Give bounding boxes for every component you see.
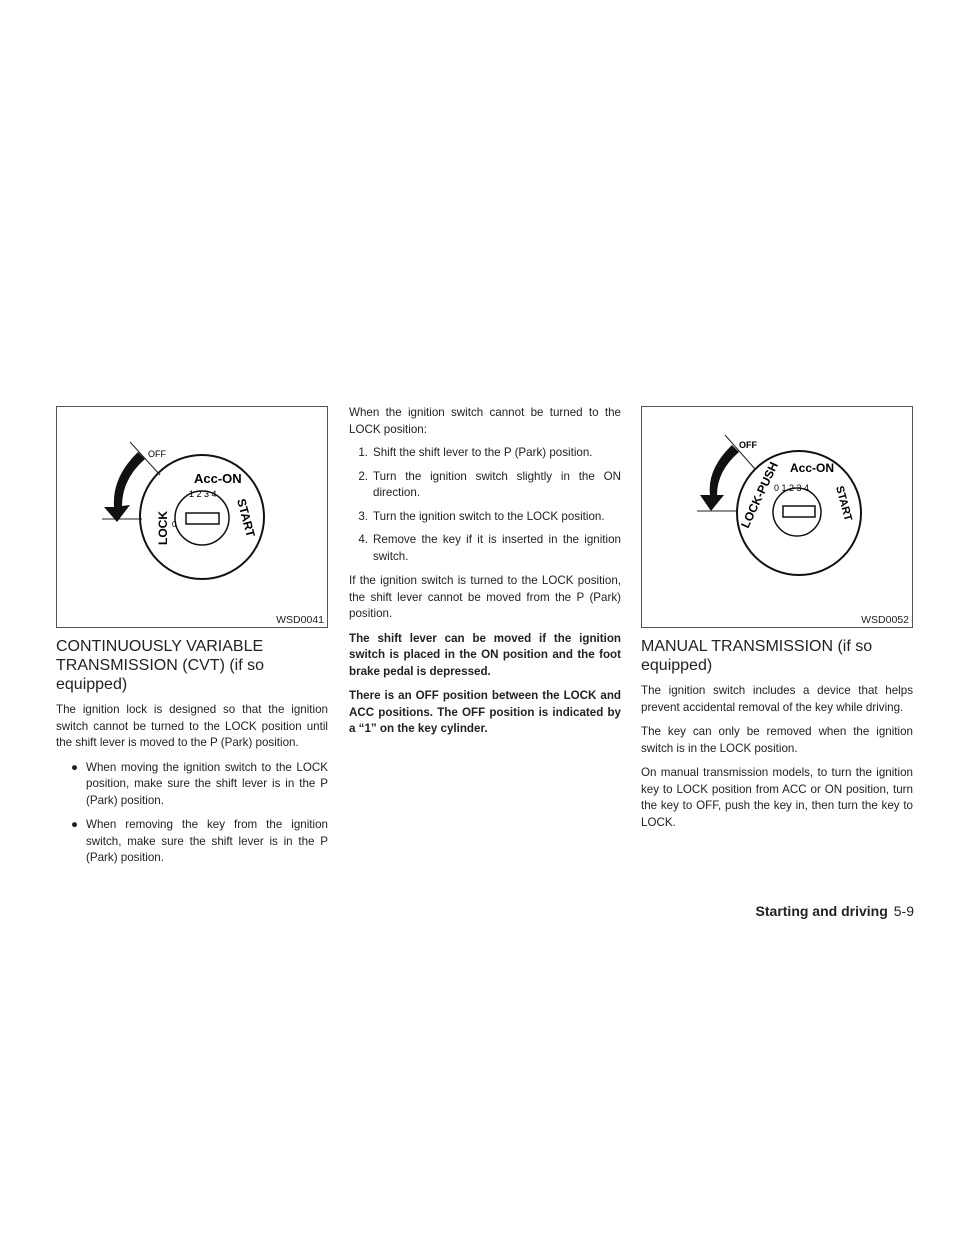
- manual-para-3: On manual transmission models, to turn the ignition key to LOCK position from ACC or ON position, turn the key to OFF, push the key in, then turn the key to LOCK.: [641, 766, 913, 829]
- off-label: OFF: [739, 440, 757, 450]
- figure-id: WSD0041: [276, 614, 324, 626]
- svg-text:Acc-ON: Acc-ON: [194, 471, 242, 486]
- svg-text:LOCK-PUSH: LOCK-PUSH: [738, 459, 781, 531]
- ignition-switch-manual-illustration: [642, 407, 912, 627]
- list-item: 3. Turn the ignition switch to the LOCK position.: [358, 509, 605, 523]
- svg-text:START: START: [234, 497, 258, 539]
- bullet-icon: ●: [70, 818, 78, 831]
- svg-text:1 2 3 4: 1 2 3 4: [189, 489, 217, 499]
- ignition-manual-figure: [641, 406, 913, 628]
- ignition-cvt-figure: [56, 406, 328, 628]
- left-column: [56, 406, 328, 867]
- page-footer: [756, 903, 914, 919]
- ignition-switch-cvt-illustration: [57, 407, 327, 627]
- figure-id: WSD0052: [861, 614, 909, 626]
- svg-text:0 1 2 3 4: 0 1 2 3 4: [774, 483, 810, 493]
- cvt-intro: The ignition lock is designed so that the ignition switch cannot be turned to the LOCK position until the shift lever is moved to the P (Park) position.: [56, 703, 328, 749]
- svg-text:START: START: [833, 484, 854, 523]
- list-item: 2. Turn the ignition switch slightly in the ON direction.: [358, 469, 621, 499]
- list-item: ● When moving the ignition switch to the LOCK position, make sure the shift lever is in the P (Park) position.: [56, 760, 328, 810]
- bold-note-1: The shift lever can be moved if the ignition switch is placed in the ON position and the foot brake pedal is depressed.: [349, 631, 621, 678]
- page-number: 5-9: [893, 903, 914, 919]
- svg-text:LOCK: LOCK: [156, 511, 170, 545]
- manual-para-2: The key can only be removed when the ignition switch is in the LOCK position.: [641, 725, 913, 755]
- right-column: [641, 406, 913, 831]
- manual-para-1: The ignition switch includes a device that helps prevent accidental removal of the key while driving.: [641, 684, 913, 714]
- lock-para: If the ignition switch is turned to the LOCK position, the shift lever cannot be moved from the P (Park) position.: [349, 574, 621, 620]
- middle-intro: When the ignition switch cannot be turned to the LOCK position:: [349, 406, 621, 436]
- section-heading-cvt: CONTINUOUSLY VARIABLE TRANSMISSION (CVT) (if so equipped): [56, 638, 265, 693]
- list-item: ● When removing the key from the ignition switch, make sure the shift lever is in the P (Park) position.: [56, 817, 328, 867]
- list-item: 4. Remove the key if it is inserted in the ignition switch.: [358, 533, 621, 563]
- section-name: Starting and driving: [755, 903, 888, 919]
- off-label: OFF: [148, 449, 166, 459]
- section-heading-manual: MANUAL TRANSMISSION (if so equipped): [641, 638, 873, 674]
- svg-text:Acc-ON: Acc-ON: [790, 461, 835, 475]
- middle-column: [349, 405, 621, 738]
- svg-text:0: 0: [172, 520, 177, 529]
- list-item: 1. Shift the shift lever to the P (Park) position.: [358, 446, 593, 459]
- bold-note-2: There is an OFF position between the LOCK and ACC positions. The OFF position is indicated by a “1” on the key cylinder.: [349, 689, 621, 735]
- bullet-icon: ●: [70, 760, 78, 774]
